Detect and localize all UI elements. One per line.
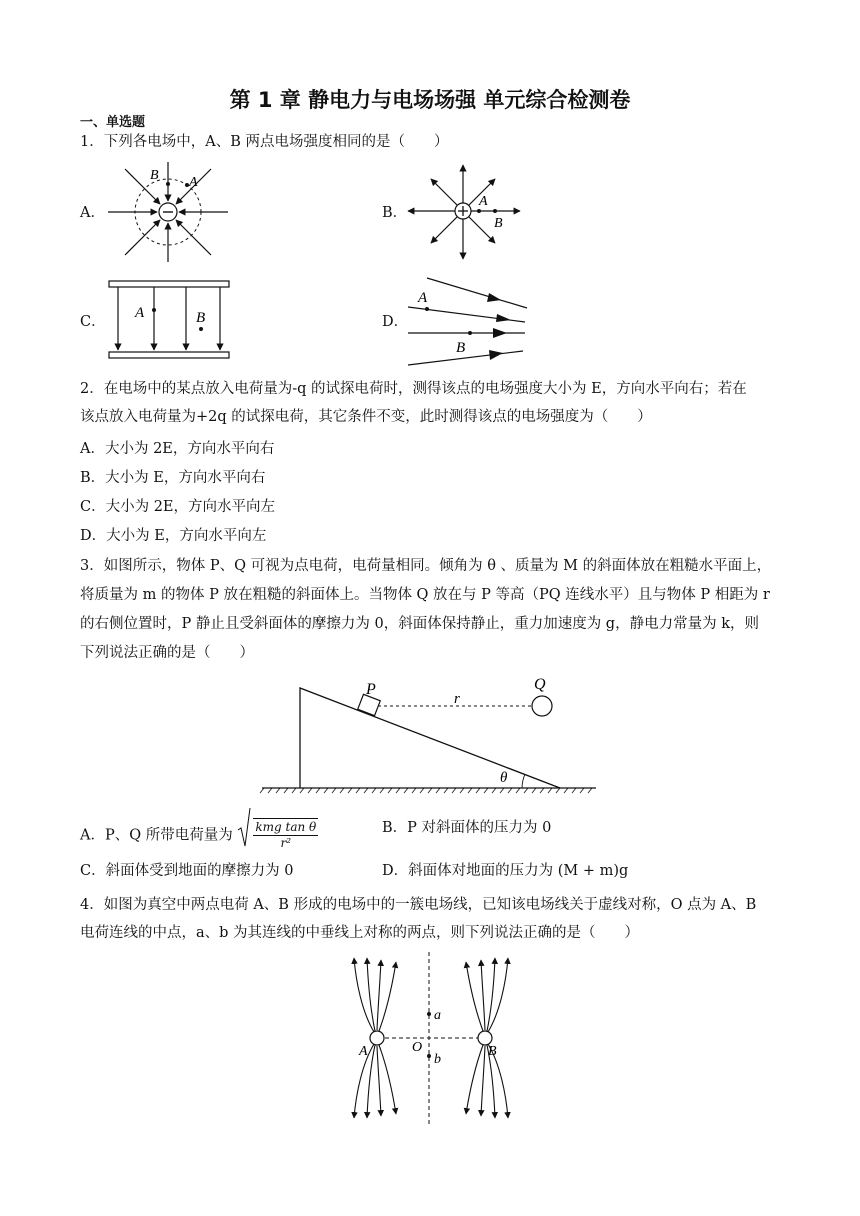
q1-figure-b (405, 163, 525, 263)
q4-fig-label-a: a (434, 1008, 441, 1023)
q3-stem-line3: 的右侧位置时，P 静止且受斜面体的摩擦力为 0，斜面体保持静止，重力加速度为 g，静电力常量为 k，则 (80, 616, 759, 632)
q4-fig-label-b: b (434, 1052, 441, 1067)
page-title: 第 1 章 静电力与电场场强 单元综合检测卷 (229, 88, 631, 112)
q1-fig-d-label-b: B (456, 340, 466, 356)
q1-fig-b-label-a: A (479, 194, 488, 209)
q3-fig-label-r: r (454, 691, 460, 707)
q1-stem: 1．下列各电场中，A、B 两点电场强度相同的是（ ） (80, 134, 449, 150)
q1-fig-c-label-b: B (196, 310, 206, 326)
q3-incline-figure (260, 672, 600, 800)
q3-formula-numerator: kmg tan θ (255, 820, 317, 834)
q4-stem-line2: 电荷连线的中点，a、b 为其连线的中垂线上对称的两点，则下列说法正确的是（ ） (80, 925, 640, 941)
q3-option-b[interactable]: B．P 对斜面体的压力为 0 (382, 820, 552, 836)
q4-fig-label-o: O (412, 1040, 423, 1055)
section-heading: 一、单选题 (80, 115, 146, 130)
q2-option-d[interactable]: D．大小为 E，方向水平向左 (80, 528, 267, 544)
q3-formula-denominator: r² (280, 836, 292, 850)
q3-option-a-formula (239, 818, 318, 853)
q3-stem-line1: 3．如图所示，物体 P、Q 可视为点电荷，电荷量相同。倾角为 θ 、质量为 M 的斜面体放在粗糙水平面上， (80, 558, 772, 574)
q1-option-c[interactable]: C． (80, 314, 106, 330)
q1-option-a[interactable]: A． (80, 205, 105, 221)
q3-stem-line2: 将质量为 m 的物体 P 放在粗糙的斜面体上。当物体 Q 放在与 P 等高（PQ 连线水平）且与物体 P 相距为 r (80, 587, 770, 603)
q3-stem-line4: 下列说法正确的是（ ） (80, 645, 254, 661)
q2-option-b[interactable]: B．大小为 E，方向水平向右 (80, 470, 266, 486)
q4-fig-label-charge-b: B (488, 1044, 497, 1059)
q1-fig-c-label-a: A (135, 305, 145, 321)
q2-option-a[interactable]: A．大小为 2E，方向水平向右 (80, 441, 275, 457)
q3-option-c[interactable]: C．斜面体受到地面的摩擦力为 0 (80, 863, 294, 879)
q3-fig-label-q: Q (534, 676, 546, 693)
q3-option-a-text: A．P、Q 所带电荷量为 (80, 827, 233, 844)
q1-fig-d-label-a: A (418, 290, 428, 306)
q1-figure-d (405, 272, 530, 370)
q1-fig-a-label-a: A (189, 175, 198, 190)
q1-option-d[interactable]: D． (382, 314, 409, 330)
q3-option-d[interactable]: D．斜面体对地面的压力为 (M + m)g (382, 863, 629, 879)
q3-fig-label-p: P (366, 681, 376, 698)
q4-field-line-figure (352, 952, 512, 1124)
q1-fig-a-label-b: B (150, 168, 159, 183)
q2-stem-line2: 该点放入电荷量为+2q 的试探电荷，其它条件不变，此时测得该点的电场强度为（ ） (80, 409, 652, 425)
q2-option-c[interactable]: C．大小为 2E，方向水平向左 (80, 499, 276, 515)
q4-stem-line1: 4．如图为真空中两点电荷 A、B 形成的电场中的一簇电场线，已知该电场线关于虚线对称，O 点为 A、B (80, 897, 757, 913)
q1-option-b[interactable]: B． (382, 205, 408, 221)
q3-option-a[interactable] (80, 818, 318, 853)
q1-figure-c (108, 280, 233, 362)
q1-fig-b-label-b: B (494, 216, 503, 231)
q4-fig-label-charge-a: A (359, 1044, 368, 1059)
q2-stem-line1: 2．在电场中的某点放入电荷量为-q 的试探电荷时，测得该点的电场强度大小为 E，方向水平向右；若在 (80, 381, 747, 397)
q1-figure-a (105, 162, 235, 262)
q3-fig-label-theta: θ (500, 770, 508, 786)
